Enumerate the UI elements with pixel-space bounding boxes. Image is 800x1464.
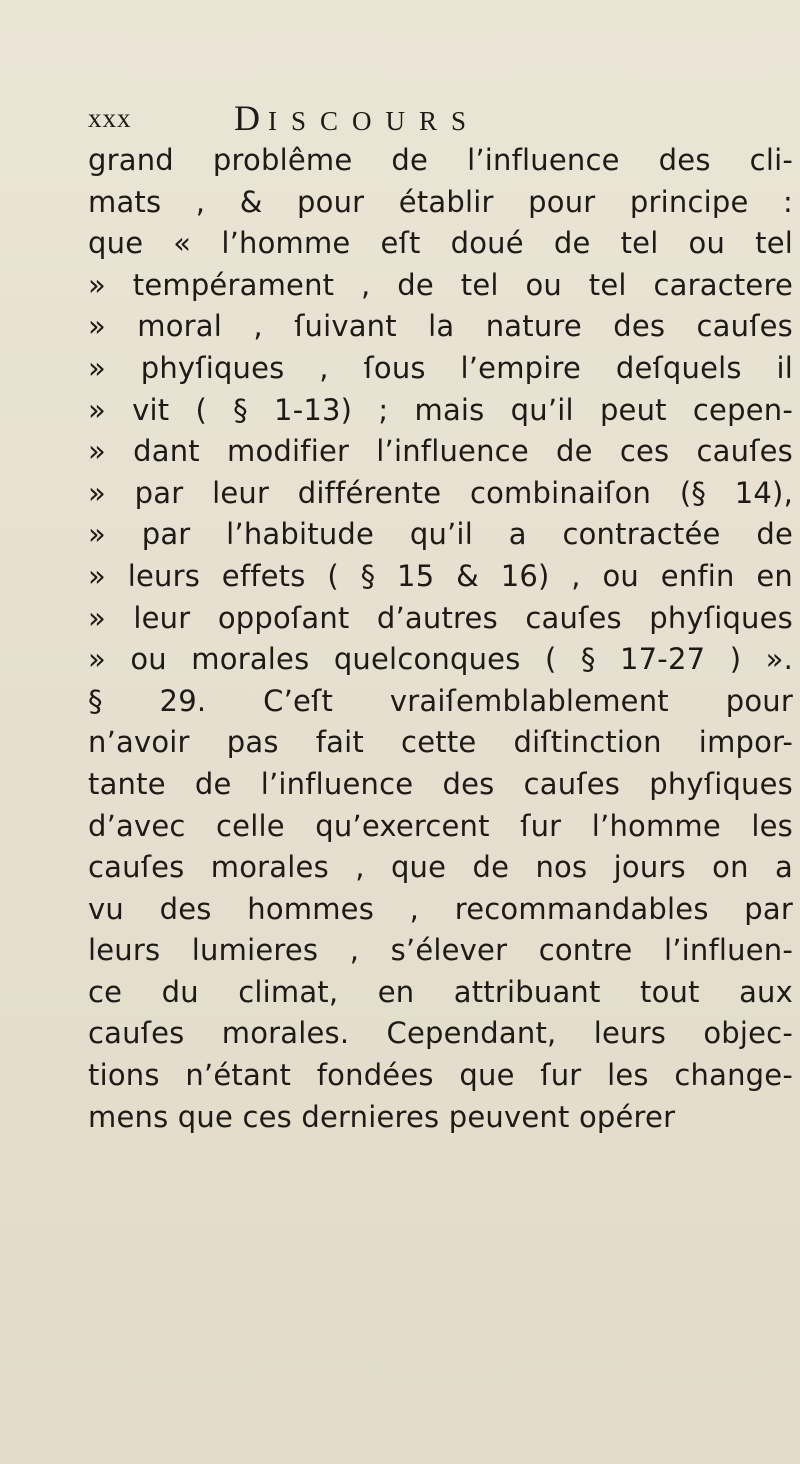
text-line: » par l’habitude qu’il a contractée de	[88, 517, 793, 552]
text-line: mens que ces dernieres peuvent opérer	[88, 1099, 676, 1134]
text-line: ce du climat, en attribuant tout aux	[88, 974, 793, 1009]
text-line: n’avoir pas fait cette diſtinction impor-	[88, 725, 793, 760]
text-line: que « l’homme eſt doué de tel ou tel	[88, 226, 793, 261]
running-title	[234, 97, 480, 139]
text-line: » tempérament , de tel ou tel caractere	[88, 267, 793, 302]
running-head	[88, 97, 788, 137]
text-line: § 29. C’eſt vraiſemblablement pour	[88, 683, 793, 718]
body-text	[88, 140, 793, 1138]
text-line: cauſes morales , que de nos jours on a	[88, 850, 793, 885]
text-line: grand problême de l’influence des cli-	[88, 143, 793, 177]
text-line: » dant modifier l’influence de ces cauſes	[88, 434, 793, 469]
text-line: vu des hommes , recommandables par	[88, 891, 793, 926]
text-line: » leur oppoſant d’autres cauſes phyſiques	[88, 600, 793, 635]
text-line: cauſes morales. Cependant, leurs objec-	[88, 1016, 793, 1051]
text-line: d’avec celle qu’exercent ſur l’homme les	[88, 808, 793, 843]
text-line: » par leur différente combinaiſon (§ 14),	[88, 475, 793, 510]
text-line: » vit ( § 1-13) ; mais qu’il peut cepen-	[88, 392, 793, 427]
text-line: tions n’étant fondées que ſur les change-	[88, 1058, 793, 1093]
page-number: xxx	[88, 103, 132, 133]
text-line: tante de l’influence des cauſes phyſiques	[88, 766, 793, 801]
text-line: leurs lumieres , s’élever contre l’influen-	[88, 933, 793, 968]
text-line: mats , & pour établir pour principe :	[88, 184, 793, 219]
text-line: » ou morales quelconques ( § 17-27 ) ».	[88, 642, 793, 677]
text-line: » moral , ſuivant la nature des cauſes	[88, 309, 793, 344]
text-line: » leurs effets ( § 15 & 16) , ou enfin en	[88, 558, 793, 593]
running-title-rest: ISCOURS	[268, 106, 481, 136]
text-line: » phyſiques , ſous l’empire deſquels il	[88, 350, 793, 385]
running-title-initial: D	[234, 98, 268, 138]
